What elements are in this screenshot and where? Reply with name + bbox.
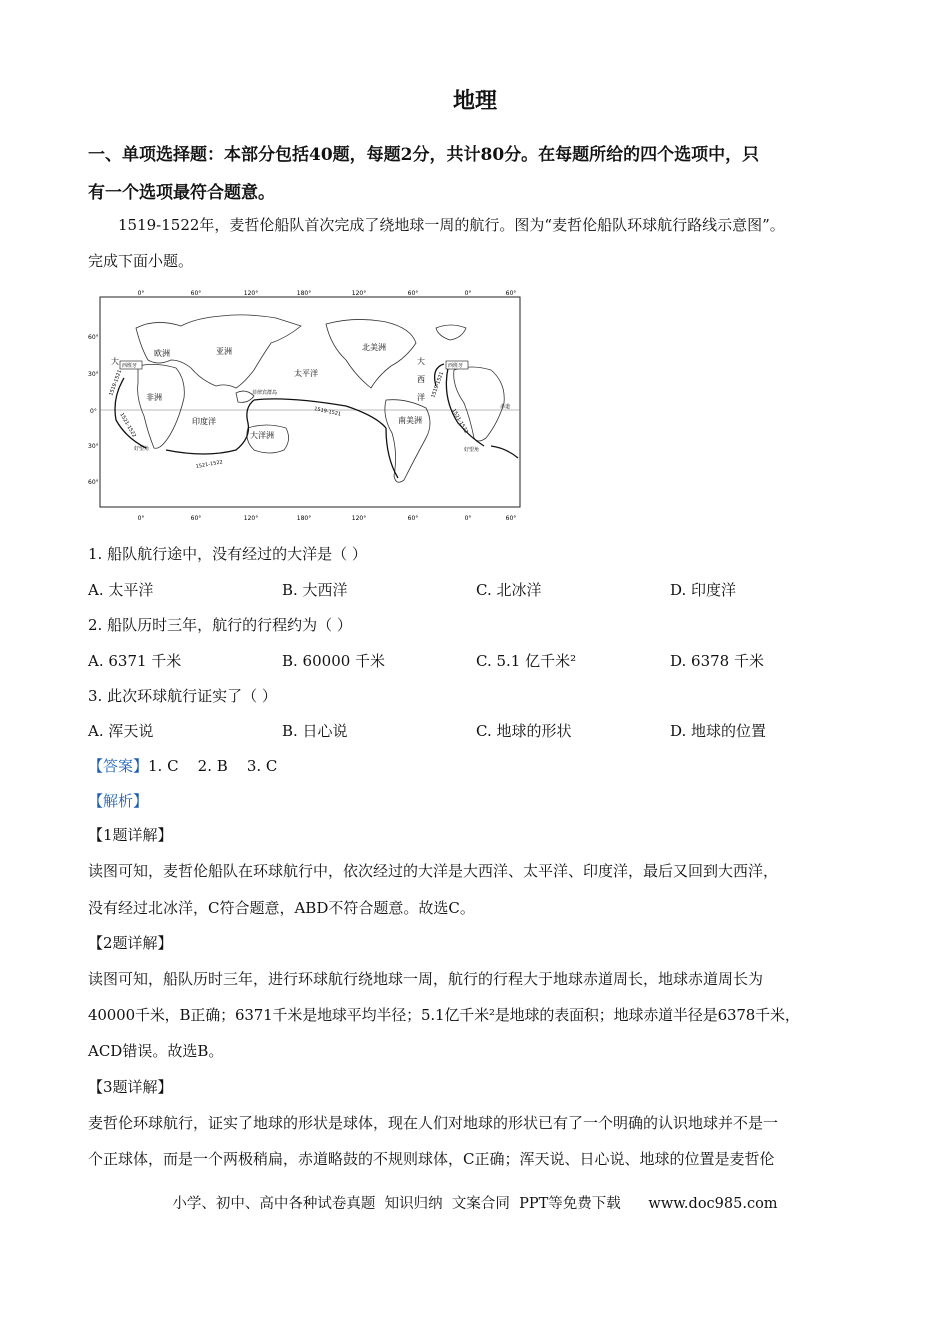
- map-label-south-america: 南美洲: [398, 416, 422, 425]
- detail-1-line: 没有经过北冰洋，C符合题意，ABD不符合题意。故选C。: [88, 899, 475, 917]
- map-label-europe: 欧洲: [154, 349, 170, 358]
- map-label-equator: 赤道: [500, 404, 511, 410]
- lon-label: 0°: [137, 515, 145, 522]
- lat-label: 0°: [90, 408, 97, 415]
- route-label: 1519-1521: [313, 406, 342, 418]
- detail-2-heading: 【2题详解】: [88, 934, 173, 952]
- detail-3-line: 个正球体，而是一个两极稍扁，赤道略鼓的不规则球体，C正确；浑天说、日心说、地球的位置是麦哲伦: [88, 1150, 775, 1168]
- lon-label: 180°: [296, 515, 312, 522]
- answer-line: [88, 755, 277, 776]
- detail-2-line: 40000千米，B正确；6371千米是地球平均半径；5.1亿千米²是地球的表面积；地球赤道半径是6378千米，: [88, 1006, 800, 1024]
- route-label: 1521-1522: [450, 408, 470, 435]
- section-heading-line1: 一、单项选择题：本部分包括40题，每题2分，共计80分。在每题所给的四个选项中，只: [88, 145, 760, 165]
- lon-label: 120°: [351, 290, 367, 297]
- map-label-atlantic-col: 大: [417, 357, 425, 366]
- map-label-atlantic-col: 洋: [417, 393, 425, 402]
- lon-label: 0°: [464, 290, 472, 297]
- lon-label: 120°: [243, 290, 259, 297]
- lat-label: 30°: [88, 443, 99, 450]
- map-label-spain-right: 西班牙: [448, 363, 464, 369]
- q2-option-c: C. 5.1 亿千米²: [476, 652, 577, 670]
- q1-option-b: B. 大西洋: [282, 581, 348, 599]
- detail-1-heading: 【1题详解】: [88, 826, 173, 844]
- q1-option-d: D. 印度洋: [670, 581, 737, 599]
- q2-option-a: A. 6371 千米: [88, 652, 182, 670]
- map-label-north-america: 北美洲: [362, 343, 386, 352]
- map-label-cape-left: 好望角: [134, 446, 150, 452]
- lat-label: 30°: [88, 371, 99, 378]
- detail-1-line: 读图可知，麦哲伦船队在环球航行中，依次经过的大洋是大西洋、太平洋、印度洋，最后又回到大西洋，: [88, 862, 779, 880]
- answer-text: 1. C 2. B 3. C: [148, 757, 278, 775]
- route-label: 1519-1521: [108, 369, 124, 397]
- section-heading-line2: 有一个选项最符合题意。: [88, 183, 275, 203]
- route-label: 1519-1521: [430, 371, 446, 399]
- lon-label: 0°: [464, 515, 472, 522]
- q3-option-b: B. 日心说: [282, 722, 348, 740]
- map-label-indian: 印度洋: [192, 417, 216, 426]
- lon-label: 60°: [407, 515, 419, 522]
- question-3-stem: 3. 此次环球航行证实了（ ）: [88, 687, 277, 705]
- lon-label: 60°: [190, 290, 202, 297]
- lon-label: 60°: [190, 515, 202, 522]
- detail-3-line: 麦哲伦环球航行，证实了地球的形状是球体，现在人们对地球的形状已有了一个明确的认识地球并不是一: [88, 1114, 779, 1132]
- question-2-stem: 2. 船队历时三年，航行的行程约为（ ）: [88, 616, 352, 634]
- q2-option-d: D. 6378 千米: [670, 652, 764, 670]
- route-label: 1521-1522: [118, 412, 138, 439]
- answer-label: 【答案】: [88, 757, 149, 775]
- lon-label: 60°: [505, 515, 517, 522]
- map-label-oceania: 大洋洲: [250, 431, 274, 440]
- q3-option-a: A. 浑天说: [88, 722, 154, 740]
- map-label-spain-left: 西班牙: [122, 363, 138, 369]
- lon-label: 120°: [351, 515, 367, 522]
- lon-label: 60°: [407, 290, 419, 297]
- map-label-atlantic-left: 大: [111, 357, 119, 366]
- analysis-label: 【解析】: [88, 792, 149, 810]
- intro-line2: 完成下面小题。: [88, 252, 194, 270]
- intro-line1: 1519-1522年，麦哲伦船队首次完成了绕地球一周的航行。图为“麦哲伦船队环球航行路线示意图”。: [118, 216, 785, 234]
- magellan-route-map: [86, 288, 526, 528]
- lat-label: 60°: [88, 334, 99, 341]
- map-label-cape-right: 好望角: [464, 447, 480, 453]
- lat-label: 60°: [88, 479, 99, 486]
- lon-label: 60°: [505, 290, 517, 297]
- detail-2-line: ACD错误。故选B。: [88, 1042, 224, 1060]
- q3-option-d: D. 地球的位置: [670, 722, 767, 740]
- lon-label: 120°: [243, 515, 259, 522]
- q2-option-b: B. 60000 千米: [282, 652, 386, 670]
- map-label-asia: 亚洲: [216, 347, 232, 356]
- q1-option-a: A. 太平洋: [88, 581, 154, 599]
- map-label-atlantic-col: 西: [417, 375, 425, 384]
- lon-label: 180°: [296, 290, 312, 297]
- detail-2-line: 读图可知，船队历时三年，进行环球航行绕地球一周，航行的行程大于地球赤道周长，地球赤道周长为: [88, 970, 764, 988]
- question-1-stem: 1. 船队航行途中，没有经过的大洋是（ ）: [88, 545, 367, 563]
- page-footer: 小学、初中、高中各种试卷真题 知识归纳 文案合同 PPT等免费下载 www.doc985.com: [172, 1196, 778, 1212]
- page-title: 地理: [452, 88, 497, 114]
- map-label-pacific: 太平洋: [294, 369, 318, 378]
- q3-option-c: C. 地球的形状: [476, 722, 572, 740]
- route-label: 1521-1522: [195, 459, 224, 470]
- lon-label: 0°: [137, 290, 145, 297]
- map-label-philippines: 菲律宾群岛: [252, 390, 278, 396]
- map-label-africa: 非洲: [146, 393, 162, 402]
- detail-3-heading: 【3题详解】: [88, 1078, 173, 1096]
- q1-option-c: C. 北冰洋: [476, 581, 542, 599]
